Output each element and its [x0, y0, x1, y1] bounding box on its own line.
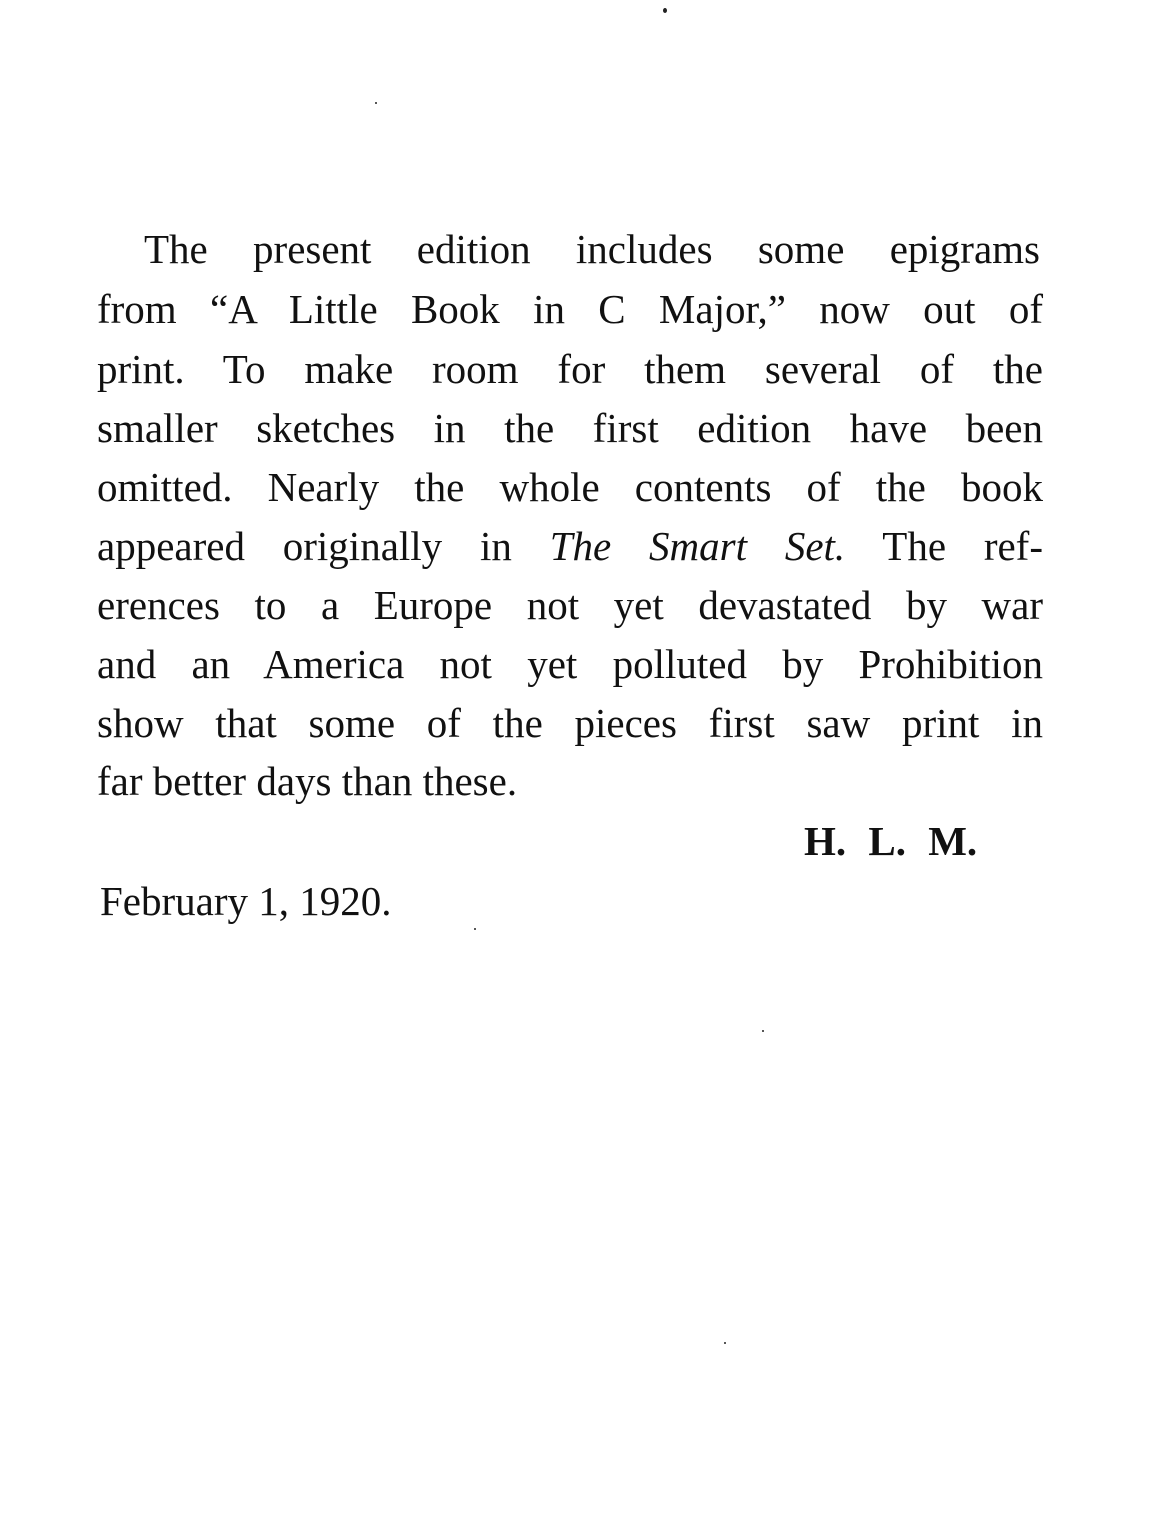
preface-line — [97, 517, 1043, 575]
scan-speck — [375, 102, 377, 104]
scan-speck — [724, 1342, 726, 1344]
preface-line-text: appeared originally in — [97, 523, 550, 569]
preface-line: show that some of the pieces first saw print in — [97, 700, 1043, 746]
author-initials: H. L. M. — [804, 818, 978, 864]
preface-line: smaller sketches in the first edition have been — [97, 405, 1043, 451]
preface-line: and an America not yet polluted by Prohibition — [97, 641, 1043, 687]
italic-publication-title: The Smart Set. — [549, 523, 846, 569]
preface-line: erences to a Europe not yet devastated by war — [97, 582, 1043, 628]
preface-date: February 1, 1920. — [100, 878, 392, 924]
scan-speck — [762, 1030, 764, 1032]
preface-line: far better days than these. — [97, 758, 518, 804]
preface-line: from “A Little Book in C Major,” now out of — [97, 286, 1043, 332]
scan-speck — [663, 8, 667, 13]
preface-line: omitted. Nearly the whole contents of the book — [97, 464, 1043, 510]
preface-line: The present edition includes some epigrams — [144, 226, 1040, 272]
scan-speck — [474, 928, 476, 930]
preface-line-text: The ref- — [845, 523, 1043, 569]
preface-line: print. To make room for them several of the — [97, 346, 1043, 392]
